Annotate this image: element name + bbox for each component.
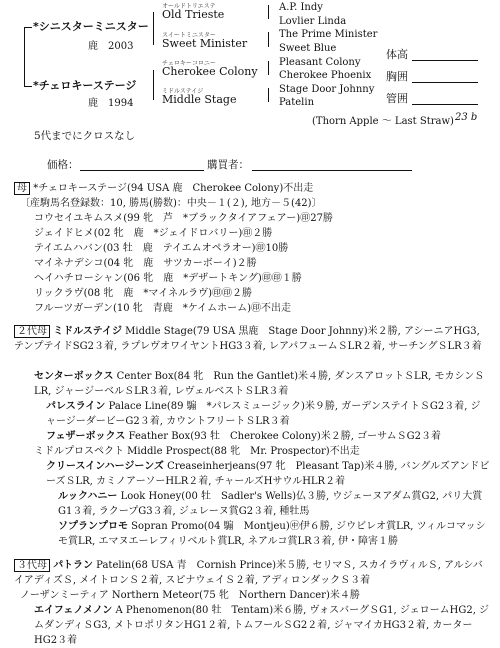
offspring-item: テイエムハバン(03 牡 鹿 テイエムオペラオー)㊞10勝 — [34, 243, 289, 254]
cross-note: 5代までにクロスなし — [34, 130, 136, 142]
measure-label-girth: 胸囲 — [386, 70, 408, 83]
g3-name: Sweet Blue — [279, 43, 337, 54]
bracket-line — [153, 70, 154, 100]
offspring-item: コウセイユキムスメ(99 牝 芦 *ブラックタイアフェアー)㊞27勝 — [34, 213, 333, 224]
horse-name-bold: ルックハニー — [58, 491, 118, 502]
dam-name: *チェロキーステージ — [33, 79, 137, 92]
horse-record: Palace Line(89 騸 *パレスミュージック)米９勝, ガーデンステイトＳG2３着, ジャージーダービーG2３着, カウントフリートＳLR３着 — [46, 401, 481, 427]
third-dam-line — [14, 558, 490, 588]
third-dam-line — [20, 588, 490, 603]
second-dam-line — [34, 444, 490, 459]
bracket-line — [268, 88, 269, 102]
horse-record: Patelin(68 USA 青 Cornish Prince)米５勝, セリマＳ, スカイラヴィルＳ, アルシバイアディズＳ, メイトロンＳ２着, スピナウェイＳ２着, アディロンダックＳ３着 — [14, 560, 483, 586]
dam-title: *チェロキーステージ(94 USA 鹿 Cherokee Colony)不出走 — [33, 183, 314, 194]
third-dam-line — [34, 603, 490, 648]
dam-stats: 〔産駒馬名登録数：10, 勝馬(勝数)：中央－１(２), 地方－５(42)〕 — [20, 198, 322, 209]
g2-furigana: チェロキーコロニー — [162, 60, 216, 67]
horse-record: Middle Stage(79 USA 黒鹿 Stage Door Johnny)米２勝, アシーニアHG3, テンプテイドSG2３着, ラプレヴオワイヤントHG3３着, レアパフュームＳLR２着, サーチングＳLR３着 — [14, 326, 482, 352]
horse-record: A Phenomenon(80 牡 Tentam)米６勝, ヴォスバーグＳG1, ジェロームHG2, ジムダンディＳG3, メトロポリタンHG1２着, トムフールＳG2２着, ジャマイカHG3２着, カーターHG2３着 — [34, 605, 490, 646]
horse-name-bold: パトラン — [53, 560, 93, 571]
sire-info: 鹿 2003 — [88, 41, 134, 52]
section-tag: 母 — [14, 182, 30, 195]
g2-name: Middle Stage — [162, 93, 237, 106]
second-dam-line — [58, 489, 490, 519]
horse-record: Feather Box(93 牡 Cherokee Colony)米２勝, ゴーサムＳG2３着 — [125, 431, 441, 442]
bracket-line — [24, 27, 25, 87]
g2-furigana: スイートミニスター — [162, 32, 216, 39]
horse-record: Sopran Promo(04 騸 Montjeu)㊥伊６勝, ジウビレオ賞LR, ツィルコマッシモ賞LR, エマヌエーレフィリベルト賞LR, ネアルコ賞LR３着, 伊・障害１勝 — [58, 521, 486, 547]
second-dam-line — [58, 519, 490, 549]
horse-name-bold: エイフェノメノン — [34, 605, 113, 616]
horse-record: Creaseinherjeans(97 牝 Pleasant Tap)米４勝, バングルズアンドビーズＳLR, カミノアーソーHLR２着, チャールズHサウルHLR２着 — [46, 461, 490, 487]
buyer-label: 購買者： — [207, 159, 249, 171]
horse-name-bold: パレスライン — [46, 401, 106, 412]
bracket-line — [268, 5, 269, 19]
measure-field-cannon[interactable] — [412, 104, 478, 105]
horse-name-bold: クリースインハージーンズ — [46, 461, 164, 472]
price-label: 価格： — [47, 159, 79, 171]
dam-section-title — [14, 179, 313, 194]
g2-name: Old Trieste — [162, 8, 225, 21]
measure-field-height[interactable] — [412, 60, 478, 61]
horse-record: ノーザンミーティア Northern Meteor(75 牝 Northern Dancer)米４勝 — [20, 590, 360, 601]
offspring-item: リックラヴ(08 牝 鹿 *マイネルラヴ)㊞㊞２勝 — [34, 288, 253, 299]
horse-record: Look Honey(00 牡 Sadler's Wells)仏３勝, ウジェーヌアダム賞G2, パリ大賞G1３着, ラクープG3３着, ジュレーヌ賞G2３着, 種牡馬 — [58, 491, 483, 517]
horse-name-bold: センターボックス — [34, 371, 114, 382]
price-field[interactable] — [80, 170, 204, 171]
g3-name: A.P. Indy — [279, 2, 323, 13]
offspring-item: ジェイドヒメ(02 牝 鹿 *ジェイドロバリー)㊞２勝 — [34, 228, 273, 239]
horse-name-bold: フェザーボックス — [46, 431, 126, 442]
section-tag: ２代母 — [14, 325, 50, 338]
inbreed-note: (Thorn Apple ～ Last Straw) — [312, 116, 454, 127]
g3-name: Lovlier Linda — [279, 16, 347, 27]
g3-name: Cherokee Phoenix — [279, 70, 372, 81]
measure-label-height: 体高 — [386, 48, 408, 61]
measure-field-girth[interactable] — [412, 82, 478, 83]
offspring-item: ヘイハチローシャン(06 牝 鹿 *デザートキング)㊞㊞１勝 — [34, 273, 302, 284]
second-dam-line — [46, 429, 490, 444]
g3-name: Stage Door Johnny — [279, 84, 375, 95]
g2-name: Cherokee Colony — [162, 65, 258, 78]
page-code: 23 b — [455, 112, 478, 123]
bracket-line — [24, 86, 32, 87]
g2-furigana: ミドルステイジ — [162, 88, 204, 95]
bracket-line — [153, 12, 154, 45]
bracket-line — [268, 61, 269, 75]
second-dam-line — [46, 459, 490, 489]
second-dam-line — [46, 399, 490, 429]
horse-record: ミドルプロスペクト Middle Prospect(88 牝 Mr. Prospector)不出走 — [34, 446, 360, 457]
section-tag: ３代母 — [14, 559, 50, 572]
horse-name-bold: ミドルステイジ — [53, 326, 122, 337]
g2-name: Sweet Minister — [162, 37, 248, 50]
g3-name: Pleasant Colony — [279, 57, 361, 68]
second-dam-line — [34, 369, 490, 399]
measure-label-cannon: 管囲 — [386, 92, 408, 105]
sire-name: *シニスターミニスター — [33, 20, 149, 33]
second-dam-line — [14, 324, 490, 354]
bracket-line — [24, 27, 32, 28]
bracket-line — [268, 32, 269, 47]
g2-furigana: オールドトリエステ — [162, 3, 216, 10]
horse-name-bold: ソプランプロモ — [58, 521, 128, 532]
offspring-item: フルーツガーデン(10 牝 青鹿 *ケイムホーム)㊞不出走 — [34, 303, 292, 314]
buyer-field[interactable] — [252, 170, 412, 171]
g3-name: Patelin — [279, 97, 315, 108]
g3-name: The Prime Minister — [279, 29, 378, 40]
dam-info: 鹿 1994 — [88, 98, 134, 109]
horse-record: Center Box(84 牝 Run the Gantlet)米４勝, ダンスアロットＳLR, モカシンＳLR, ジャージーベルＳLR３着, レヴェルベストＳLR３着 — [34, 371, 485, 397]
offspring-item: マイネナデシコ(04 牝 鹿 サツカーボーイ)２勝 — [34, 258, 257, 269]
